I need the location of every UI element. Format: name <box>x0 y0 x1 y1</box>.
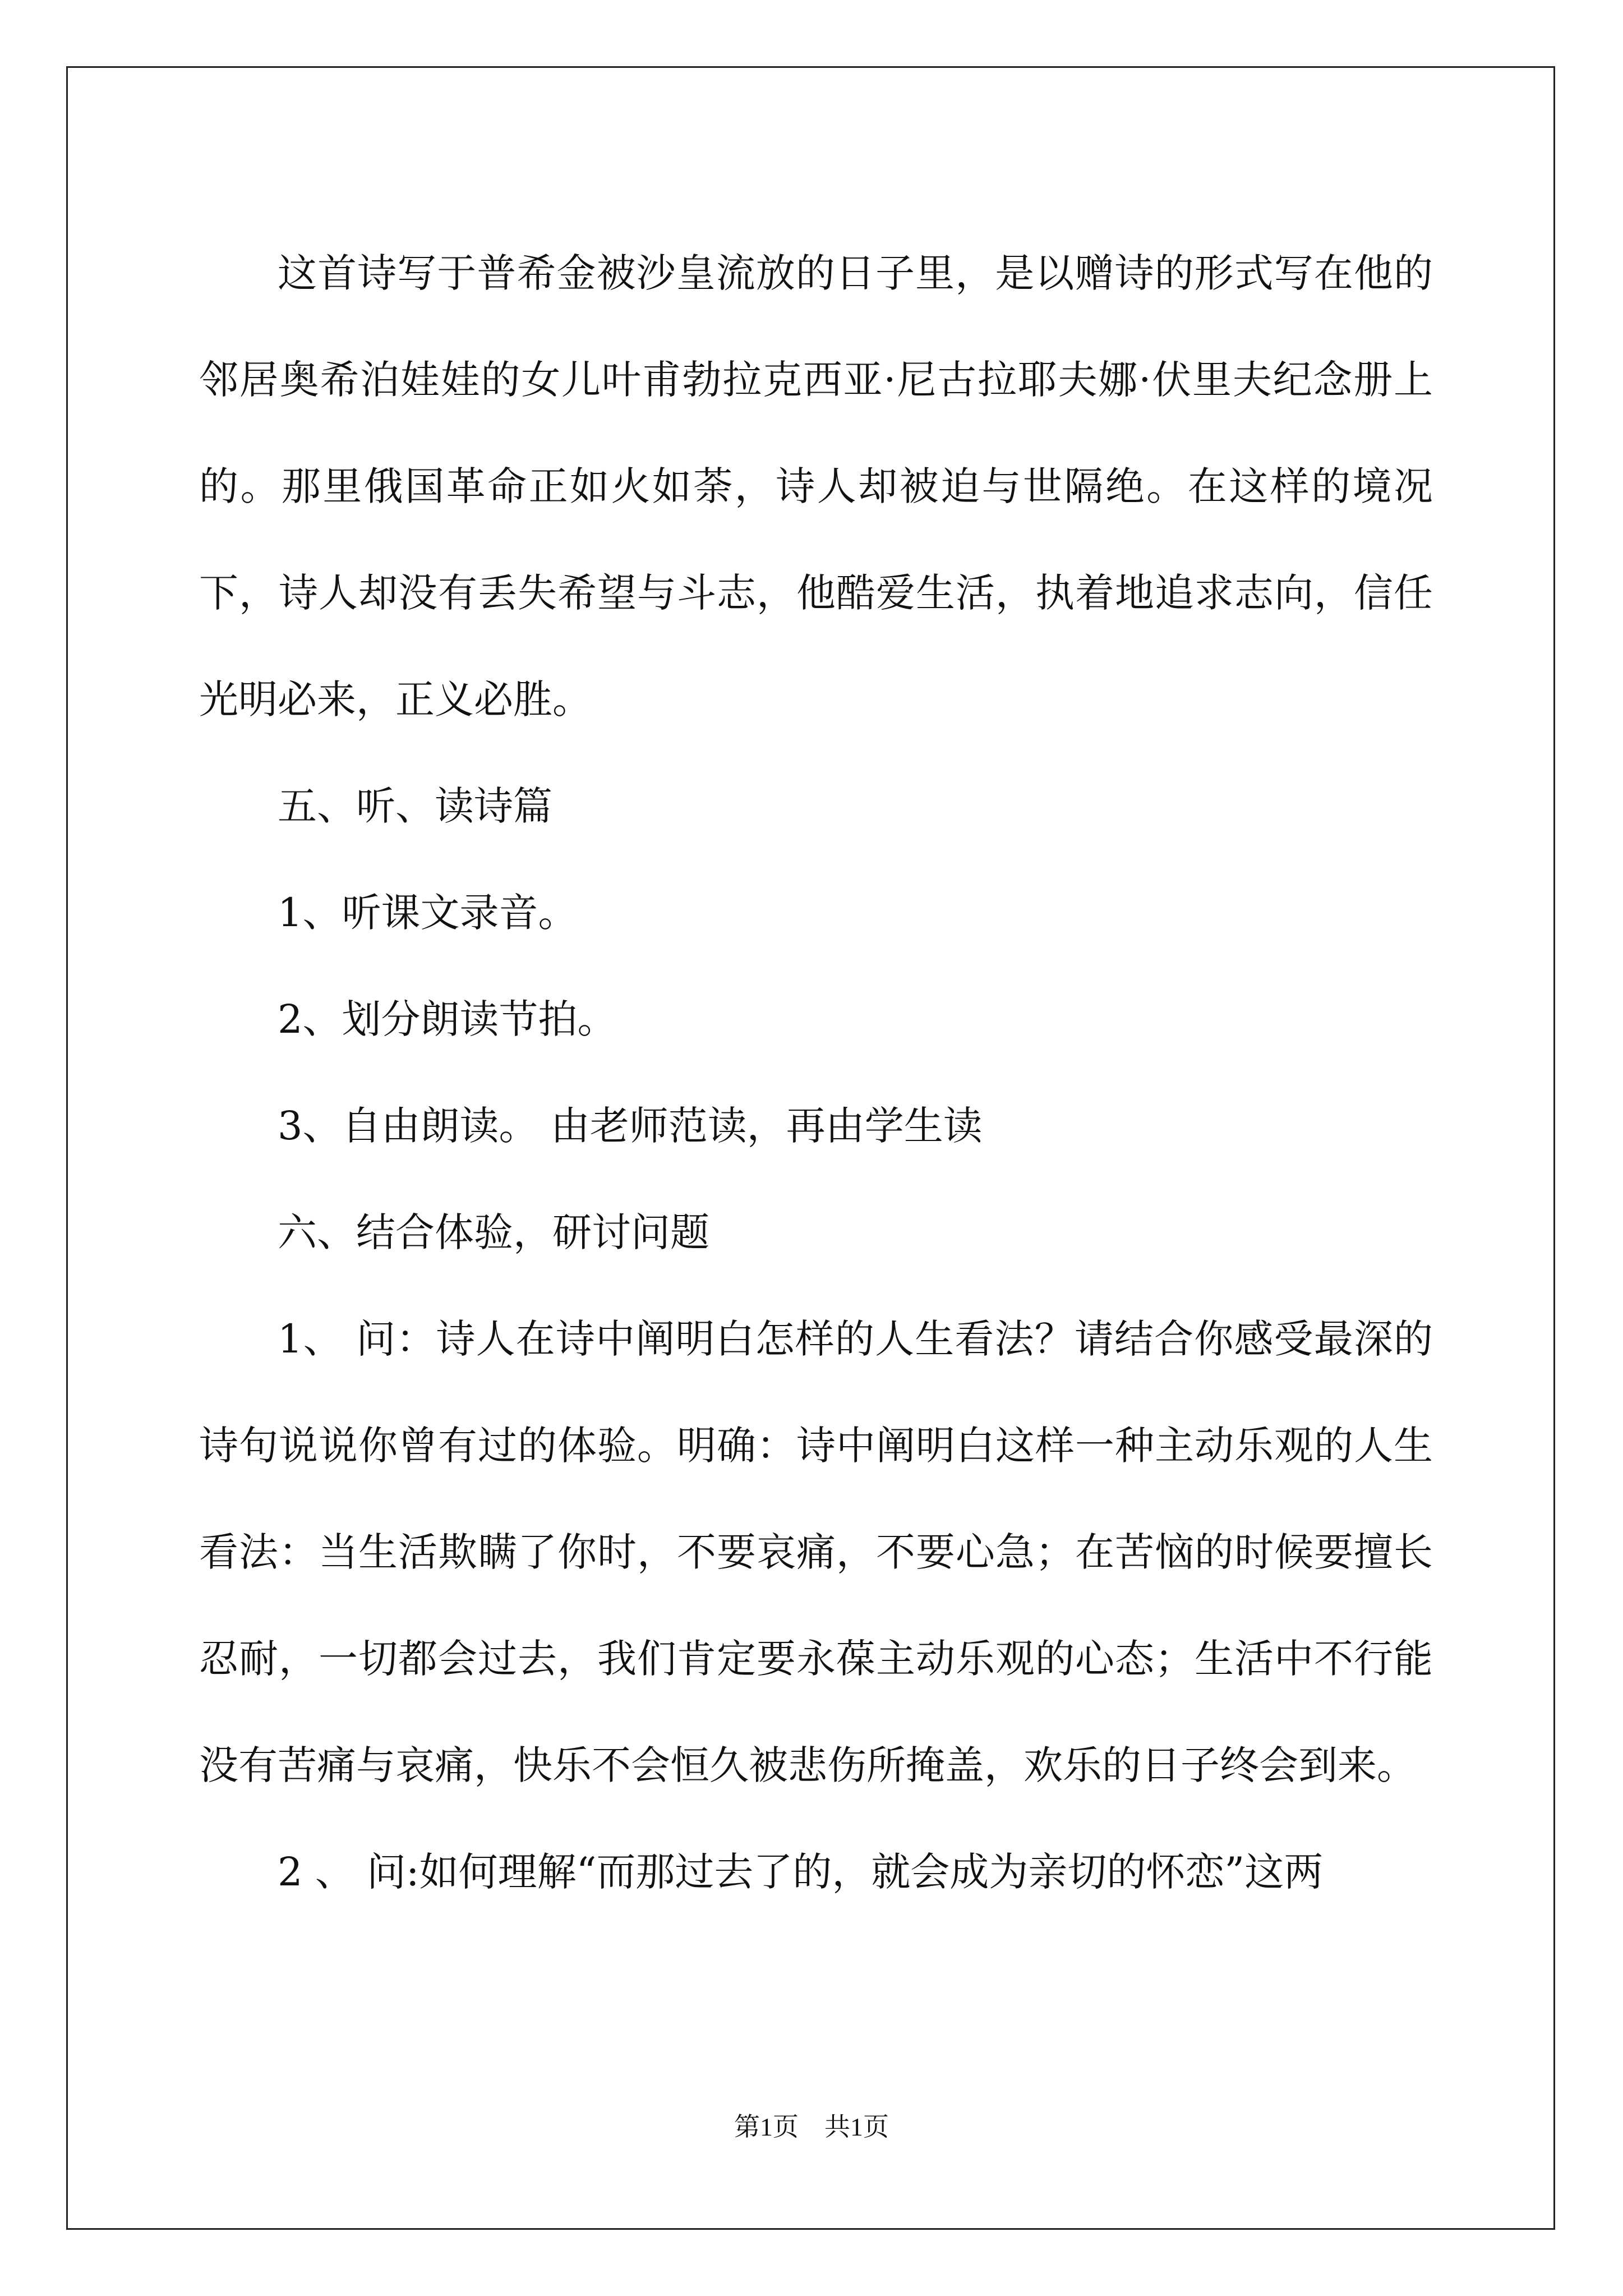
page-footer: 第1页 共1页 <box>734 2113 889 2141</box>
paragraph-background: 这首诗写于普希金被沙皇流放的日子里，是以赠诗的形式写在他的邻居奥希泊娃娃的女儿叶甫勃拉克西亚·尼古拉耶夫娜·伏里夫纪念册上的。那里俄国革命正如火如荼，诗人却被迫与世隔绝。在这样的境况下，诗人却没有丢失希望与斗志，他酷爱生活，执着地追求志向，信任光明必来，正义必胜。 <box>199 250 1433 723</box>
document-body <box>199 220 1433 1925</box>
list-item-3: 3、自由朗读。 由老师范读，再由学生读 <box>278 1103 983 1149</box>
list-item-2: 2、划分朗读节拍。 <box>278 996 617 1042</box>
heading-listen-read: 五、听、读诗篇 <box>278 783 552 829</box>
list-item-1: 1、听课文录音。 <box>278 890 578 936</box>
question-2: 2 、 问:如何理解“而那过去了的，就会成为亲切的怀恋”这两 <box>278 1849 1324 1895</box>
heading-discussion: 六、结合体验，研讨问题 <box>278 1209 709 1255</box>
question-1: 1、 问：诗人在诗中阐明白怎样的人生看法？请结合你感受最深的诗句说说你曾有过的体验。明确：诗中阐明白这样一种主动乐观的人生看法：当生活欺瞒了你时，不要哀痛，不要心急；在苦恼的时候要擅长忍耐，一切都会过去，我们肯定要永葆主动乐观的心态；生活中不行能没有苦痛与哀痛，快乐不会恒久被悲伤所掩盖，欢乐的日子终会到来。 <box>199 1316 1433 1788</box>
